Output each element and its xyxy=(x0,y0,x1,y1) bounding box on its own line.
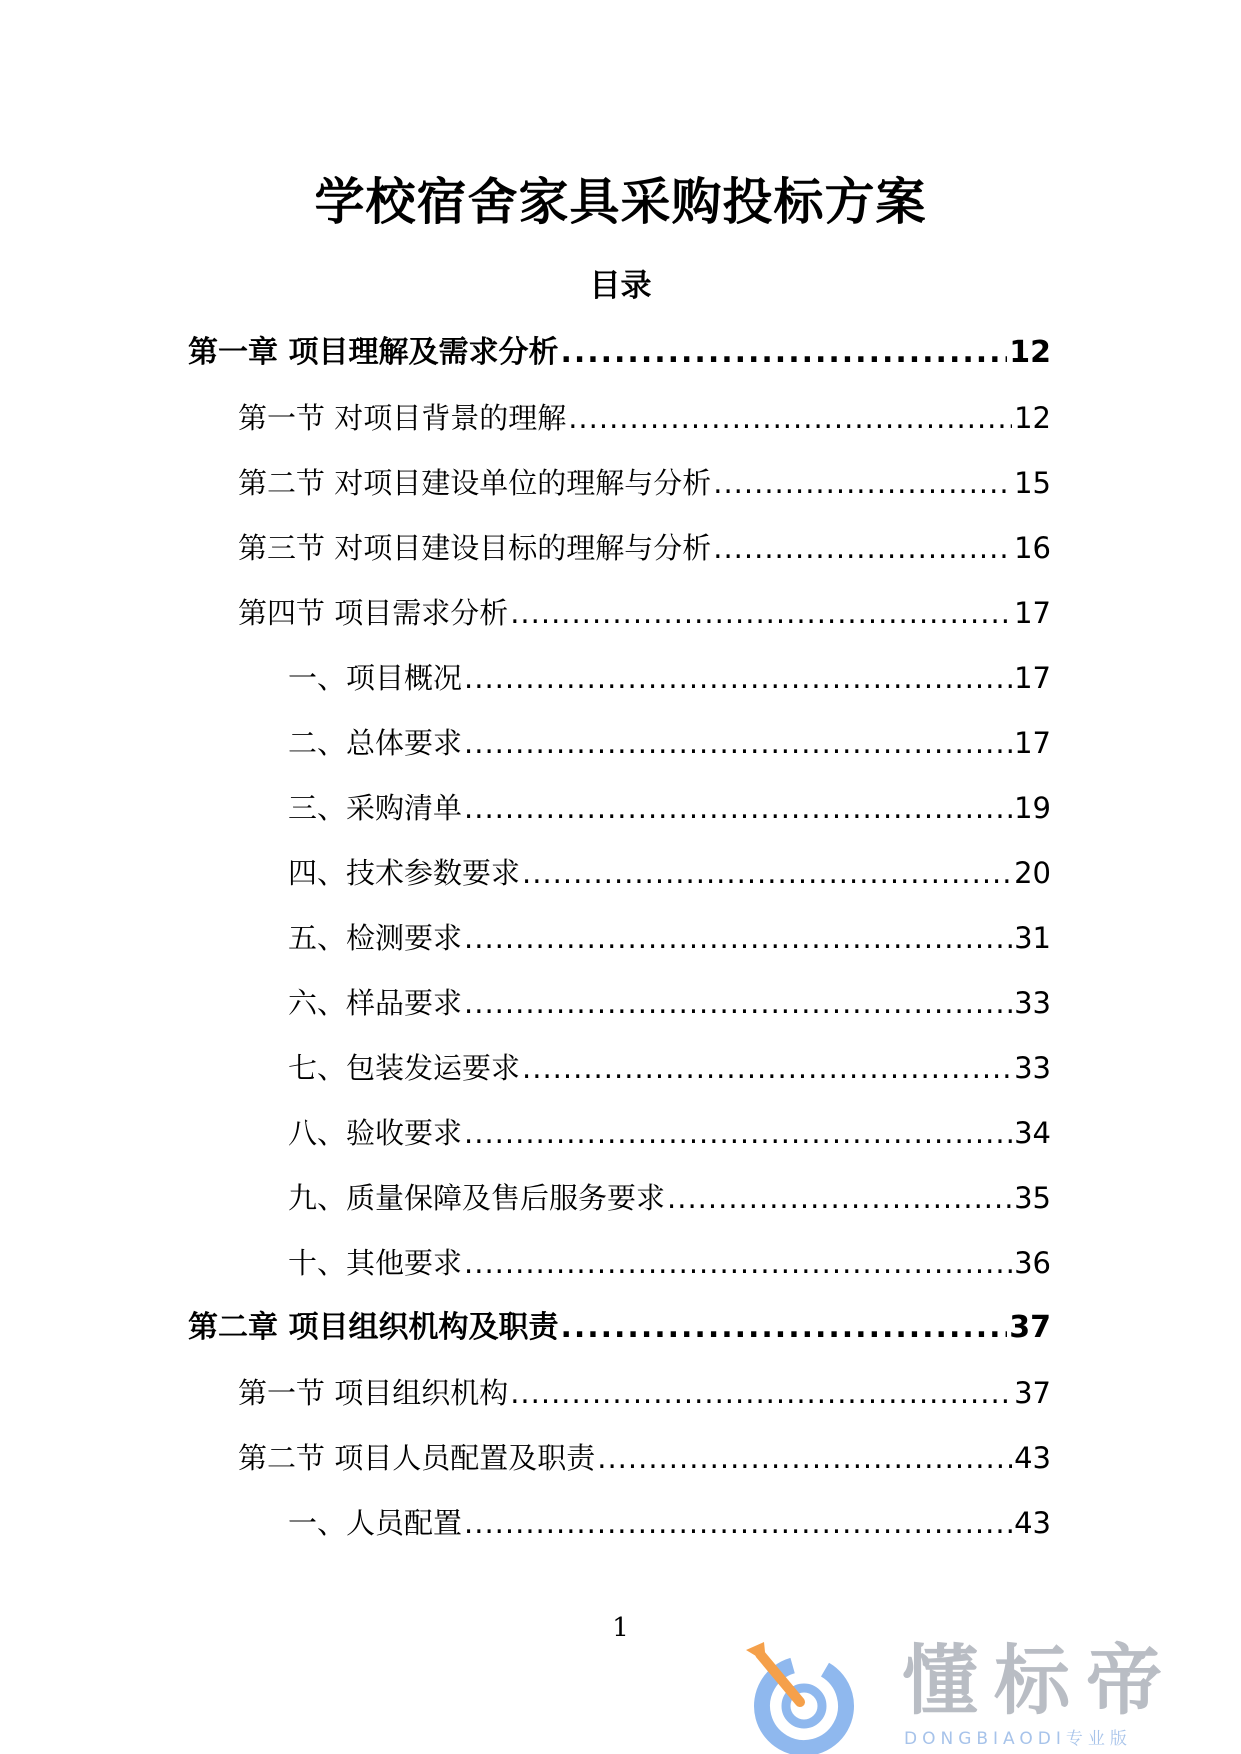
toc-entry[interactable] xyxy=(0,1432,1241,1497)
toc-dot-leader xyxy=(464,1497,1012,1549)
toc-entry-page: 37 xyxy=(1014,1376,1051,1410)
toc-entry-page: 17 xyxy=(1014,596,1051,630)
watermark-brand-name: 懂标帝 xyxy=(902,1636,1178,1725)
toc-dot-leader xyxy=(560,1302,1007,1354)
toc-dot-leader xyxy=(522,847,1012,899)
toc-entry-label: 第一章 项目理解及需求分析 xyxy=(188,335,559,370)
toc-entry-page: 20 xyxy=(1014,856,1051,890)
toc-entry[interactable] xyxy=(0,652,1241,717)
toc-entry[interactable] xyxy=(0,717,1241,782)
toc-entry[interactable] xyxy=(0,587,1241,652)
table-of-contents xyxy=(0,327,1241,1562)
toc-entry-label: 一、人员配置 xyxy=(288,1506,463,1540)
toc-entry-page: 37 xyxy=(1009,1310,1051,1345)
toc-entry-label: 四、技术参数要求 xyxy=(288,856,521,890)
toc-entry-label: 十、其他要求 xyxy=(288,1246,463,1280)
toc-entry-label: 六、样品要求 xyxy=(288,986,463,1020)
toc-entry[interactable] xyxy=(0,1042,1241,1107)
toc-entry-page: 19 xyxy=(1014,791,1051,825)
toc-entry[interactable] xyxy=(0,1172,1241,1237)
toc-entry-label: 九、质量保障及售后服务要求 xyxy=(288,1181,666,1215)
toc-entry[interactable] xyxy=(0,1107,1241,1172)
toc-dot-leader xyxy=(464,1237,1012,1289)
toc-dot-leader xyxy=(464,1107,1012,1159)
toc-entry[interactable] xyxy=(0,1302,1241,1367)
toc-entry-page: 12 xyxy=(1009,335,1051,370)
toc-entry-label: 二、总体要求 xyxy=(288,726,463,760)
toc-entry[interactable] xyxy=(0,977,1241,1042)
toc-entry-page: 33 xyxy=(1014,986,1051,1020)
toc-entry-label: 七、包装发运要求 xyxy=(288,1051,521,1085)
toc-dot-leader xyxy=(713,522,1012,574)
toc-entry-page: 43 xyxy=(1014,1441,1051,1475)
page-number: 1 xyxy=(612,1613,629,1643)
toc-entry[interactable] xyxy=(0,1237,1241,1302)
toc-entry-label: 第三节 对项目建设目标的理解与分析 xyxy=(238,531,712,565)
toc-dot-leader xyxy=(464,717,1012,769)
toc-entry[interactable] xyxy=(0,847,1241,912)
toc-entry-label: 五、检测要求 xyxy=(288,921,463,955)
toc-dot-leader xyxy=(510,587,1012,639)
toc-entry-page: 16 xyxy=(1014,531,1051,565)
toc-dot-leader xyxy=(713,457,1012,509)
toc-entry[interactable] xyxy=(0,457,1241,522)
target-dart-icon xyxy=(742,1632,872,1754)
toc-entry-label: 第二节 对项目建设单位的理解与分析 xyxy=(238,466,712,500)
toc-entry[interactable] xyxy=(0,327,1241,392)
watermark xyxy=(742,1632,1241,1754)
toc-entry-page: 43 xyxy=(1014,1506,1051,1540)
toc-entry-label: 第一节 项目组织机构 xyxy=(238,1376,509,1410)
toc-entry-label: 第二节 项目人员配置及职责 xyxy=(238,1441,596,1475)
watermark-subtitle: DONGBIAODI专业版 xyxy=(904,1729,1132,1749)
toc-entry[interactable] xyxy=(0,1367,1241,1432)
toc-dot-leader xyxy=(667,1172,1012,1224)
toc-entry-label: 第二章 项目组织机构及职责 xyxy=(188,1310,559,1345)
toc-entry-label: 第一节 对项目背景的理解 xyxy=(238,401,567,435)
toc-entry-page: 17 xyxy=(1014,726,1051,760)
toc-entry-label: 三、采购清单 xyxy=(288,791,463,825)
toc-entry-page: 36 xyxy=(1014,1246,1051,1280)
toc-dot-leader xyxy=(464,782,1012,834)
toc-dot-leader xyxy=(597,1432,1012,1484)
toc-entry-label: 八、验收要求 xyxy=(288,1116,463,1150)
toc-entry[interactable] xyxy=(0,1497,1241,1562)
toc-entry-page: 15 xyxy=(1014,466,1051,500)
toc-dot-leader xyxy=(464,912,1012,964)
toc-dot-leader xyxy=(568,392,1012,444)
toc-dot-leader xyxy=(522,1042,1012,1094)
document-title: 学校宿舍家具采购投标方案 xyxy=(314,173,927,231)
toc-entry-page: 33 xyxy=(1014,1051,1051,1085)
toc-entry[interactable] xyxy=(0,912,1241,977)
toc-entry-page: 12 xyxy=(1014,401,1051,435)
toc-entry[interactable] xyxy=(0,522,1241,587)
toc-entry-label: 第四节 项目需求分析 xyxy=(238,596,509,630)
toc-dot-leader xyxy=(464,652,1012,704)
toc-entry-page: 31 xyxy=(1014,921,1051,955)
toc-entry-page: 17 xyxy=(1014,661,1051,695)
toc-dot-leader xyxy=(510,1367,1012,1419)
toc-entry-page: 34 xyxy=(1014,1116,1051,1150)
toc-entry[interactable] xyxy=(0,392,1241,457)
toc-entry[interactable] xyxy=(0,782,1241,847)
toc-entry-label: 一、项目概况 xyxy=(288,661,463,695)
toc-entry-page: 35 xyxy=(1014,1181,1051,1215)
toc-heading: 目录 xyxy=(589,268,652,304)
toc-dot-leader xyxy=(464,977,1012,1029)
toc-dot-leader xyxy=(560,327,1007,379)
